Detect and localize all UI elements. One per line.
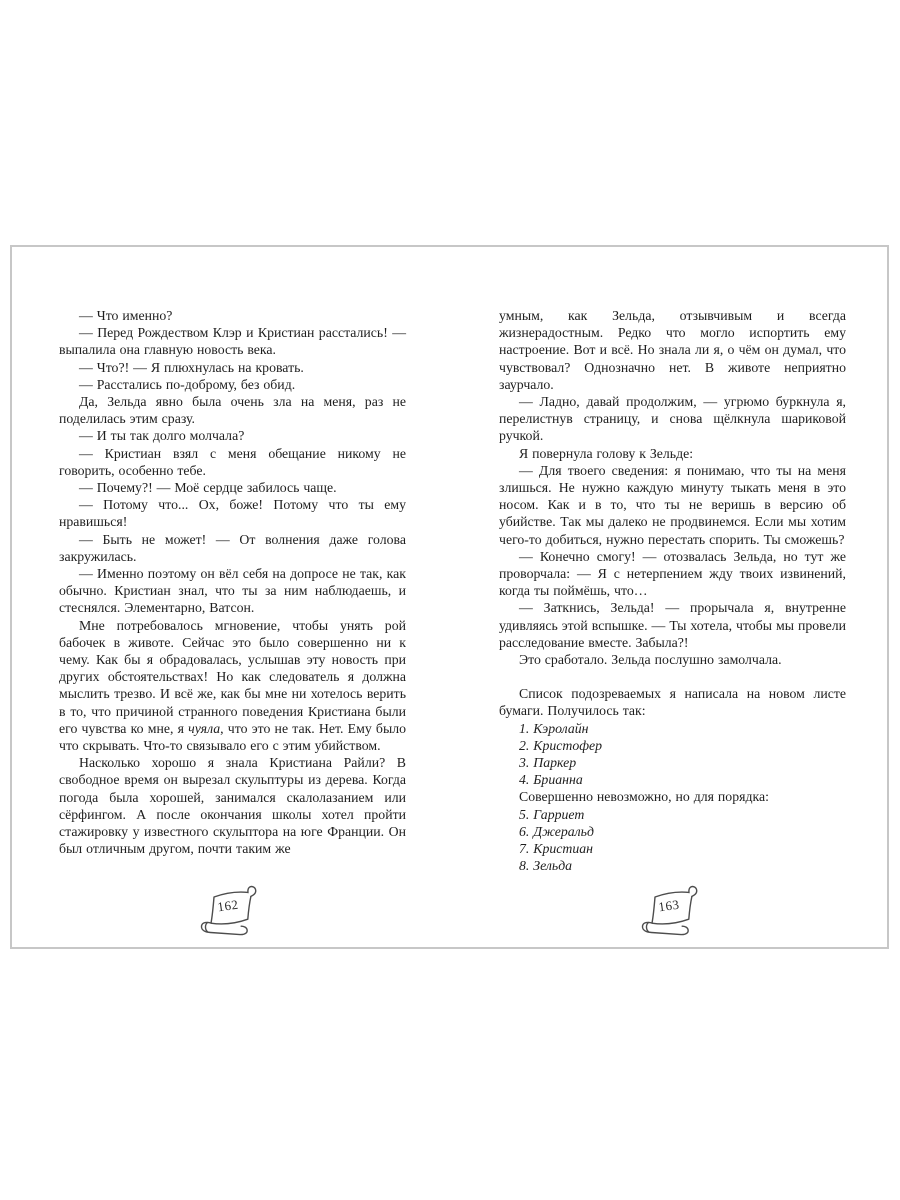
paragraph: — Почему?! — Моё сердце забилось чаще. bbox=[79, 480, 337, 496]
paragraph: — Что именно? bbox=[79, 308, 173, 323]
page-right bbox=[499, 307, 846, 875]
suspect-list-item: 4. Брианна bbox=[519, 772, 583, 788]
paragraph: — Кристиан взял с меня обещание никому не говорить, особенно тебе. bbox=[59, 445, 406, 478]
paragraph: — Что?! — Я плюхнулась на кровать. bbox=[79, 359, 304, 375]
book-spread-frame bbox=[10, 245, 889, 949]
text-segment: Мне потребовалось мгновение, чтобы унять рой бабочек в животе. Сейчас это было совершенно ни к чему. Как бы я обрадовалась, услышав эту новость при других обстоятельствах! Но как следователь я должна мыслить трезво. И всё же, как бы мне ни хотелось верить в то, что причиной странного поведения Кристиана были его чувства ко мне, я bbox=[59, 617, 406, 736]
paragraph: — Именно поэтому он вёл себя на допросе не так, как обычно. Кристиан знал, что ты за ним наблюдаешь, и стеснялся. Элементарно, Ватсон. bbox=[59, 566, 406, 616]
suspect-list-item: 8. Зельда bbox=[519, 858, 573, 874]
paragraph: Насколько хорошо я знала Кристиана Райли? В свободное время он вырезал скульптуры из дерева. Когда погода была хорошей, занимался скалолазанием или сёрфингом. А после окончания школы хотел пройти стажировку у известного скульптора на юге Франции. Он был отличным другом, почти таким же bbox=[59, 755, 406, 857]
paragraph: Я повернула голову к Зельде: bbox=[519, 445, 694, 461]
paragraph: Да, Зельда явно была очень зла на меня, раз не поделилась этим сразу. bbox=[59, 394, 406, 427]
suspect-list-item: 5. Гарриет bbox=[519, 806, 585, 822]
paragraph: — И ты так долго молчала? bbox=[79, 428, 245, 444]
paragraph: Это сработало. Зельда послушно замолчала. bbox=[519, 652, 782, 668]
text-segment: , что это не так. Нет. Ему было что скрывать. Что-то связывало его с этим убийством. bbox=[59, 720, 406, 754]
page-number-scroll-right bbox=[639, 883, 701, 937]
suspect-list-item: 3. Паркер bbox=[519, 755, 577, 771]
paragraph: Список подозреваемых я написала на новом листе бумаги. Получилось так: bbox=[499, 686, 846, 719]
page-number: 162 bbox=[216, 896, 240, 915]
paragraph: умным, как Зельда, отзывчивым и всегда жизнерадостным. Редко что могло испортить ему настроение. Вот и всё. Но знала ли я, о чём он думал, что чувствовал? Однозначно нет. В животе неприятно заурчало. bbox=[499, 308, 846, 392]
paragraph: — Ладно, давай продолжим, — угрюмо буркнула я, перелистнув страницу, и снова щёлкнула шариковой ручкой. bbox=[499, 394, 846, 444]
page-left bbox=[59, 307, 406, 858]
suspect-list-item: 1. Кэролайн bbox=[519, 720, 589, 736]
suspect-list-item: 7. Кристиан bbox=[519, 841, 593, 857]
suspect-list-item: 6. Джеральд bbox=[519, 823, 594, 839]
paragraph: — Перед Рождеством Клэр и Кристиан расстались! — выпалила она главную новость века. bbox=[59, 325, 406, 358]
suspect-list-item: 2. Кристофер bbox=[519, 737, 603, 753]
paragraph: — Конечно смогу! — отозвалась Зельда, но тут же проворчала: — Я с нетерпением жду твоих извинений, когда ты поймёшь, что… bbox=[499, 548, 846, 599]
paragraph: Совершенно невозможно, но для порядка: bbox=[519, 789, 769, 805]
paragraph: — Заткнись, Зельда! — прорычала я, внутренне удивляясь этой вспышке. — Ты хотела, чтобы мы провели расследование вместе. Забыла?! bbox=[499, 600, 846, 650]
paragraph: — Для твоего сведения: я понимаю, что ты на меня злишься. Не нужно каждую минуту тыкать меня в это носом. Как и в то, что ты не веришь в версию об убийстве. Так мы далеко не продвинемся. Если мы хотим чего-то добиться, нужно перестать спорить. Ты сможешь? bbox=[499, 462, 846, 547]
paragraph: — Потому что... Ох, боже! Потому что ты ему нравишься! bbox=[59, 497, 406, 530]
page-number: 163 bbox=[657, 896, 681, 915]
paragraph: — Быть не может! — От волнения даже голова закружилась. bbox=[59, 531, 406, 564]
text-segment-italic: чуяла bbox=[188, 720, 221, 736]
page-number-scroll-left bbox=[198, 883, 260, 937]
paragraph bbox=[59, 617, 406, 755]
paragraph: — Расстались по-доброму, без обид. bbox=[79, 376, 296, 392]
